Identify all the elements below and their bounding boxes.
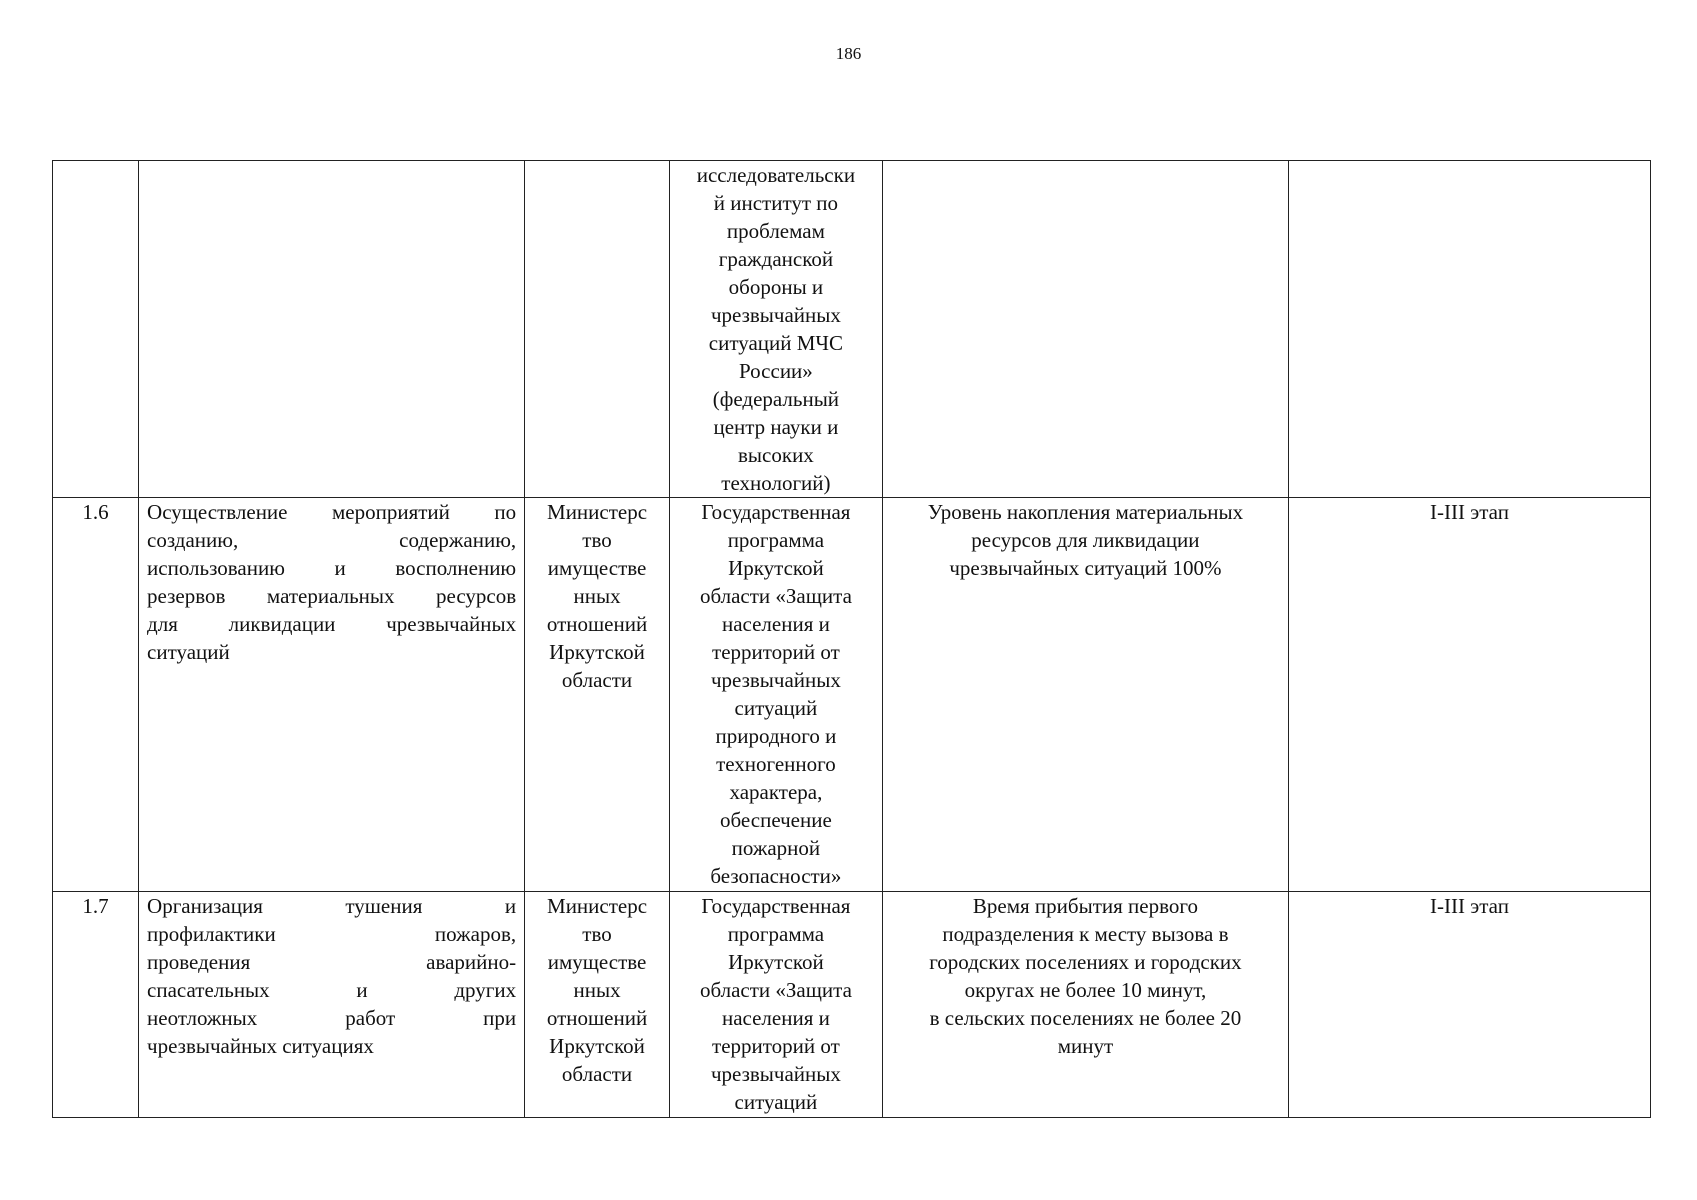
page-number: 186 (835, 44, 862, 63)
cell-text-line: использованию и восполнению (147, 556, 517, 580)
cell-text-line: обеспечение (720, 808, 832, 832)
cell-text-line: в сельских поселениях не более 20 (929, 1006, 1242, 1030)
program-cell (669, 161, 882, 498)
table-row (53, 892, 1651, 1118)
cell-text-line: ресурсов для ликвидации (971, 528, 1200, 552)
executor-cell (525, 498, 670, 892)
cell-text-line: чрезвычайных ситуаций 100% (949, 556, 1222, 580)
period-cell: I-III этап (1288, 498, 1650, 892)
row-number-cell: 1.7 (53, 892, 139, 1118)
cell-text-line: гражданской (718, 247, 834, 271)
cell-text-line: нных (573, 584, 621, 608)
table-body (53, 161, 1651, 1118)
cell-text-line: техногенного (716, 752, 836, 776)
cell-text-line: России» (739, 359, 813, 383)
cell-text-line: безопасности» (710, 864, 842, 888)
executor-cell (525, 161, 670, 498)
cell-text-line: Время прибытия первого (972, 894, 1198, 918)
cell-text-line: ситуаций (147, 640, 230, 664)
cell-text-line: чрезвычайных (710, 303, 841, 327)
cell-text-line: й институт по (713, 191, 839, 215)
cell-text-line: Министерс (547, 894, 648, 918)
cell-text-line: высоких (738, 443, 814, 467)
row-number-cell (53, 161, 139, 498)
cell-text-line: подразделения к месту вызова в (942, 922, 1229, 946)
program-cell (669, 892, 882, 1118)
cell-text-line: проведения аварийно- (147, 950, 517, 974)
period-cell: I-III этап (1288, 892, 1650, 1118)
program-cell (669, 498, 882, 892)
cell-text-line: центр науки и (713, 415, 839, 439)
cell-text-line: имуществе (547, 950, 647, 974)
cell-text-line: Организация тушения и (147, 894, 517, 918)
cell-text-line: профилактики пожаров, (147, 922, 517, 946)
cell-text-line: тво (582, 922, 612, 946)
measure-cell (139, 498, 525, 892)
cell-text-line: созданию, содержанию, (147, 528, 517, 552)
cell-text-line: Государственная (701, 894, 851, 918)
cell-text-line: исследовательски (696, 163, 856, 187)
cell-text-line: программа (727, 528, 825, 552)
cell-text-line: области «Защита (699, 584, 852, 608)
cell-text-line: обороны и (728, 275, 824, 299)
cell-text-line: Иркутской (549, 640, 645, 664)
cell-text-line: для ликвидации чрезвычайных (147, 612, 517, 636)
cell-text-line: чрезвычайных (710, 668, 841, 692)
cell-text-line: области (561, 1062, 633, 1086)
cell-text-line: чрезвычайных (710, 1062, 841, 1086)
cell-text-line: проблемам (726, 219, 825, 243)
cell-text-line: населения и (721, 612, 830, 636)
cell-text-line: минут (1057, 1034, 1114, 1058)
cell-text-line: Уровень накопления материальных (927, 500, 1244, 524)
cell-text-line: программа (727, 922, 825, 946)
table-row (53, 498, 1651, 892)
cell-text-line: природного и (715, 724, 837, 748)
cell-text-line: Министерс (547, 500, 648, 524)
cell-text-line: области (561, 668, 633, 692)
cell-text-line: характера, (729, 780, 823, 804)
cell-text-line: Государственная (701, 500, 851, 524)
executor-cell (525, 892, 670, 1118)
cell-text-line: тво (582, 528, 612, 552)
cell-text-line: территорий от (712, 640, 840, 664)
cell-text-line: пожарной (731, 836, 821, 860)
cell-text-line: Иркутской (549, 1034, 645, 1058)
cell-text-line: чрезвычайных ситуациях (147, 1034, 374, 1058)
cell-text-line: спасательных и других (147, 978, 517, 1002)
cell-text-line: (федеральный (712, 387, 840, 411)
cell-text-line: резервов материальных ресурсов (147, 584, 517, 608)
program-measures-table (52, 160, 1651, 1118)
cell-text-line: населения и (721, 1006, 830, 1030)
indicator-cell (882, 892, 1288, 1118)
table-row (53, 161, 1651, 498)
period-cell (1288, 161, 1650, 498)
cell-text-line: отношений (546, 1006, 648, 1030)
cell-text-line: области «Защита (699, 978, 852, 1002)
cell-text-line: Иркутской (728, 950, 824, 974)
cell-text-line: округах не более 10 минут, (964, 978, 1207, 1002)
cell-text-line: ситуаций (734, 1090, 818, 1114)
cell-text-line: имуществе (547, 556, 647, 580)
cell-text-line: Иркутской (728, 556, 824, 580)
indicator-cell (882, 498, 1288, 892)
cell-text-line: неотложных работ при (147, 1006, 517, 1030)
indicator-cell (882, 161, 1288, 498)
cell-text-line: ситуаций (734, 696, 818, 720)
row-number-cell: 1.6 (53, 498, 139, 892)
cell-text-line: городских поселениях и городских (929, 950, 1242, 974)
measure-cell (139, 892, 525, 1118)
cell-text-line: Осуществление мероприятий по (147, 500, 517, 524)
cell-text-line: нных (573, 978, 621, 1002)
measure-cell (139, 161, 525, 498)
cell-text-line: отношений (546, 612, 648, 636)
cell-text-line: территорий от (712, 1034, 840, 1058)
cell-text-line: ситуаций МЧС (708, 331, 844, 355)
cell-text-line: технологий) (721, 471, 831, 495)
